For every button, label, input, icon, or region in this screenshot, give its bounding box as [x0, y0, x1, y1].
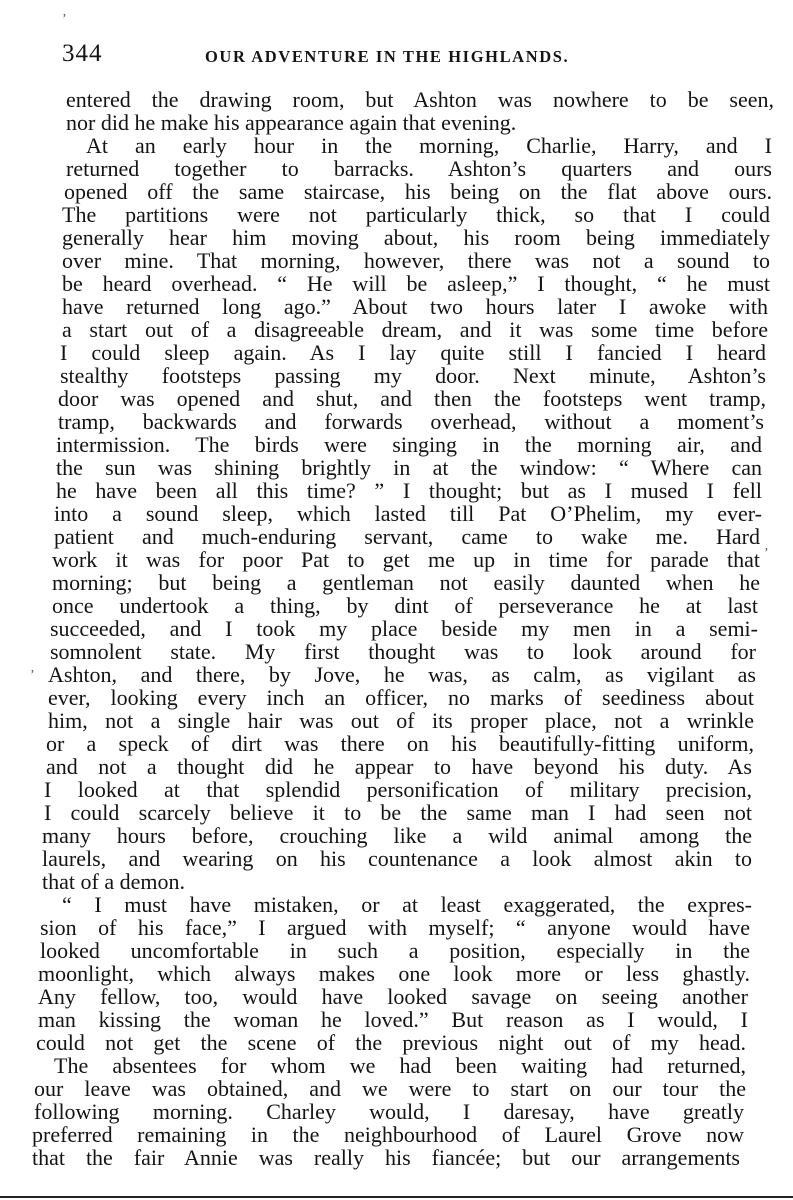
text-line: opened off the same staircase, his being on the flat above ours. — [64, 179, 772, 204]
margin-speck: ʼ — [30, 668, 35, 683]
text-line: somnolent state. My first thought was to look around for — [50, 639, 756, 664]
text-line: have returned long ago.” About two hours later I awoke with — [62, 294, 768, 319]
text-line: moonlight, which always makes one look more or less ghastly. — [38, 961, 750, 986]
page-bottom-edge — [0, 1196, 793, 1198]
text-line: looked uncomfortable in such a position, especially in the — [40, 938, 750, 963]
running-title: OUR ADVENTURE IN THE HIGHLANDS. — [205, 47, 570, 66]
text-line: I could scarcely believe it to be the same man I had seen not — [44, 800, 752, 825]
margin-speck: ʼ — [62, 12, 67, 27]
text-line: succeeded, and I took my place beside my men in a semi- — [50, 616, 758, 641]
text-line: him, not a single hair was out of its proper place, not a wrinkle — [48, 708, 754, 733]
text-line: sion of his face,” I argued with myself; “ anyone would have — [40, 915, 750, 940]
text-line: The partitions were not particularly thick, so that I could — [62, 202, 770, 227]
text-line: once undertook a thing, by dint of perseverance he at last — [52, 593, 758, 618]
text-line: returned together to barracks. Ashton’s quarters and ours — [66, 156, 772, 181]
text-line: work it was for poor Pat to get me up in time for parade that — [52, 547, 760, 572]
text-line: “ I must have mistaken, or at least exaggerated, the expres- — [62, 892, 752, 917]
text-line: tramp, backwards and forwards overhead, without a moment’s — [58, 409, 764, 434]
text-line: ever, looking every inch an officer, no marks of seediness about — [48, 685, 754, 710]
text-line: morning; but being a gentleman not easily daunted when he — [52, 570, 760, 595]
text-line: Any fellow, too, would have looked savage on seeing another — [38, 984, 748, 1009]
text-line: our leave was obtained, and we were to start on our tour the — [34, 1076, 746, 1101]
text-line: over mine. That morning, however, there was not a sound to — [62, 248, 770, 273]
text-line: I looked at that splendid personification of military precision, — [44, 777, 752, 802]
text-line: the sun was shining brightly in at the window: “ Where can — [56, 455, 762, 480]
text-line: The absentees for whom we had been waiting had returned, — [54, 1053, 746, 1078]
text-line: and not a thought did he appear to have beyond his duty. As — [46, 754, 752, 779]
text-line: be heard overhead. “ He will be asleep,” I thought, “ he must — [62, 271, 770, 296]
text-line: could not get the scene of the previous night out of my head. — [36, 1030, 746, 1055]
page-header — [62, 40, 752, 68]
text-line: many hours before, crouching like a wild animal among the — [42, 823, 752, 848]
text-line: patient and much-enduring servant, came to wake me. Hard — [54, 524, 760, 549]
text-line: I could sleep again. As I lay quite still I fancied I heard — [60, 340, 766, 365]
page-number: 344 — [62, 40, 103, 67]
text-line: man kissing the woman he loved.” But reason as I would, I — [38, 1007, 748, 1032]
text-line: nor did he make his appearance again that evening. — [66, 110, 517, 135]
text-line: or a speck of dirt was there on his beautifully-fitting uniform, — [46, 731, 754, 756]
text-line: a start out of a disagreeable dream, and it was some time before — [62, 317, 768, 342]
text-line: intermission. The birds were singing in the morning air, and — [56, 432, 762, 457]
text-line: entered the drawing room, but Ashton was nowhere to be seen, — [66, 87, 774, 112]
text-line: he have been all this time? ” I thought; but as I mused I fell — [56, 478, 762, 503]
text-line: laurels, and wearing on his countenance a look almost akin to — [42, 846, 752, 871]
text-line: At an early hour in the morning, Charlie, Harry, and I — [86, 133, 772, 158]
text-line: generally hear him moving about, his room being immediately — [62, 225, 770, 250]
text-line: into a sound sleep, which lasted till Pat O’Phelim, my ever- — [54, 501, 762, 526]
text-line: that the fair Annie was really his fiancée; but our arrangements — [32, 1145, 740, 1170]
text-line: stealthy footsteps passing my door. Next minute, Ashton’s — [60, 363, 766, 388]
text-line: Ashton, and there, by Jove, he was, as calm, as vigilant as — [48, 662, 756, 687]
text-line: that of a demon. — [42, 869, 185, 894]
text-line: preferred remaining in the neighbourhood of Laurel Grove now — [32, 1122, 744, 1147]
text-line: following morning. Charley would, I daresay, have greatly — [34, 1099, 744, 1124]
text-line: door was opened and shut, and then the footsteps went tramp, — [58, 386, 766, 411]
margin-speck: ʼ — [764, 546, 769, 561]
